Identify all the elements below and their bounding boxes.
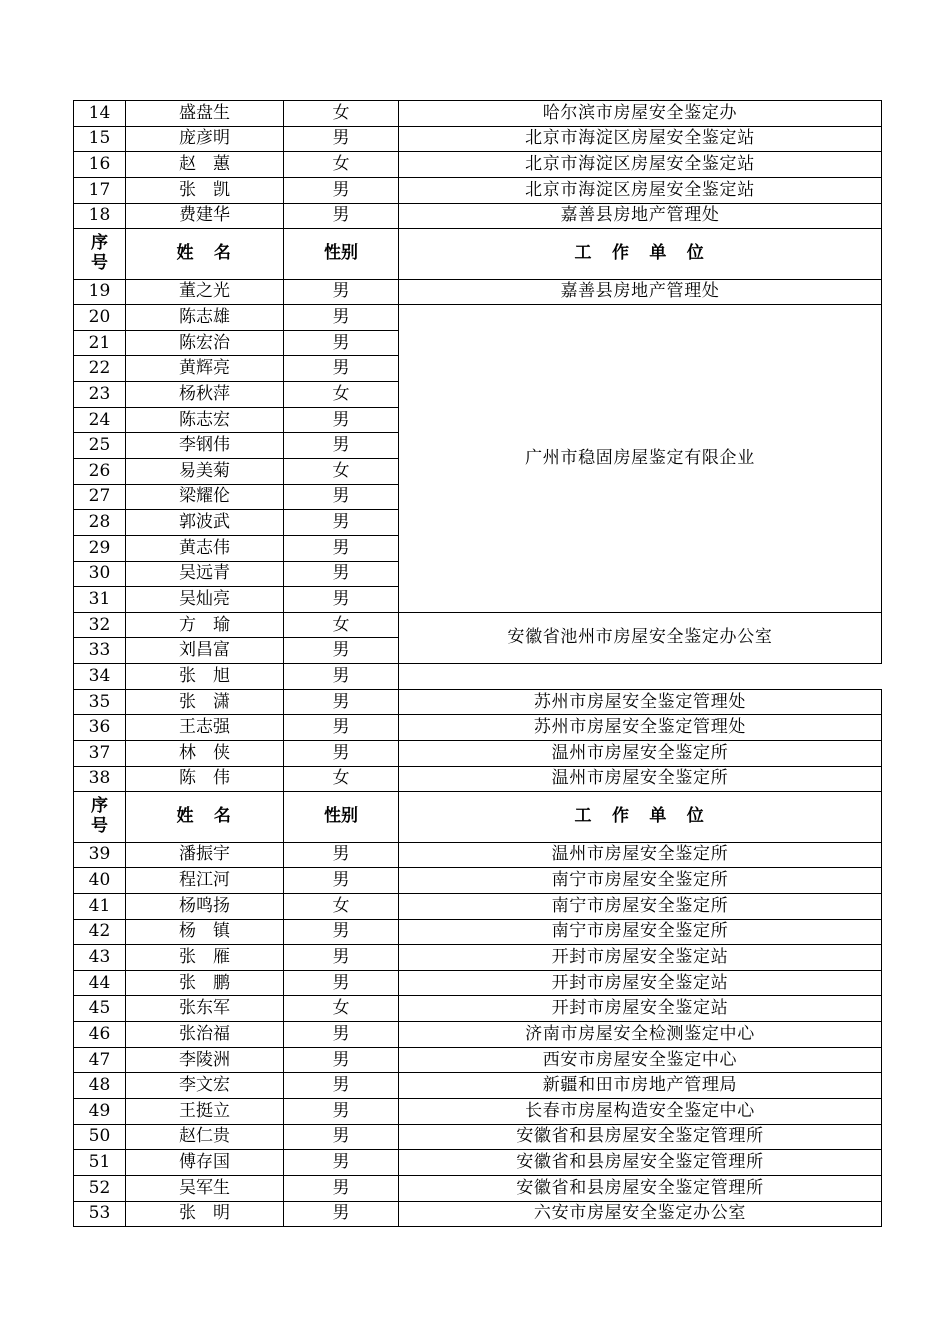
person-gender: 女 <box>284 766 399 792</box>
work-unit: 北京市海淀区房屋安全鉴定站 <box>399 152 882 178</box>
row-number: 51 <box>74 1150 126 1176</box>
table-row <box>74 689 882 715</box>
person-gender: 女 <box>284 382 399 408</box>
header-name: 姓 名 <box>126 792 284 842</box>
person-name: 杨鸣扬 <box>126 893 284 919</box>
person-gender: 男 <box>284 203 399 229</box>
row-number: 32 <box>74 612 126 638</box>
person-name: 张 雁 <box>126 945 284 971</box>
person-gender: 男 <box>284 587 399 613</box>
row-number: 48 <box>74 1073 126 1099</box>
table-row <box>74 868 882 894</box>
row-number: 19 <box>74 279 126 305</box>
header-unit: 工 作 单 位 <box>399 792 882 842</box>
person-gender: 男 <box>284 1022 399 1048</box>
person-name: 李陵洲 <box>126 1047 284 1073</box>
work-unit: 六安市房屋安全鉴定办公室 <box>399 1201 882 1227</box>
person-gender: 男 <box>284 1175 399 1201</box>
row-number: 15 <box>74 126 126 152</box>
table-row <box>74 945 882 971</box>
table-row <box>74 612 882 638</box>
person-name: 黄辉亮 <box>126 356 284 382</box>
row-number: 17 <box>74 177 126 203</box>
person-gender: 男 <box>284 433 399 459</box>
table-row <box>74 996 882 1022</box>
person-gender: 男 <box>284 126 399 152</box>
header-seq: 序 号 <box>74 792 126 842</box>
table-row <box>74 203 882 229</box>
table-row <box>74 919 882 945</box>
person-name: 陈志宏 <box>126 407 284 433</box>
table-row <box>74 1073 882 1099</box>
personnel-table <box>73 100 882 1227</box>
person-name: 张东军 <box>126 996 284 1022</box>
work-unit: 济南市房屋安全检测鉴定中心 <box>399 1022 882 1048</box>
person-name: 杨秋萍 <box>126 382 284 408</box>
row-number: 18 <box>74 203 126 229</box>
person-name: 陈志雄 <box>126 305 284 331</box>
person-gender: 男 <box>284 407 399 433</box>
person-gender: 男 <box>284 1047 399 1073</box>
row-number: 35 <box>74 689 126 715</box>
work-unit: 南宁市房屋安全鉴定所 <box>399 893 882 919</box>
header-gender: 性别 <box>284 229 399 279</box>
work-unit: 安徽省和县房屋安全鉴定管理所 <box>399 1124 882 1150</box>
person-gender: 男 <box>284 484 399 510</box>
work-unit: 苏州市房屋安全鉴定管理处 <box>399 689 882 715</box>
work-unit: 新疆和田市房地产管理局 <box>399 1073 882 1099</box>
table-row <box>74 766 882 792</box>
person-name: 梁耀伦 <box>126 484 284 510</box>
row-number: 49 <box>74 1099 126 1125</box>
person-gender: 男 <box>284 868 399 894</box>
row-number: 16 <box>74 152 126 178</box>
person-gender: 男 <box>284 919 399 945</box>
person-name: 杨 镇 <box>126 919 284 945</box>
table-header-row <box>74 792 882 842</box>
person-gender: 女 <box>284 101 399 127</box>
table-row <box>74 1124 882 1150</box>
person-gender: 男 <box>284 356 399 382</box>
row-number: 29 <box>74 535 126 561</box>
table-row <box>74 305 882 331</box>
table-row <box>74 152 882 178</box>
person-gender: 男 <box>284 664 399 690</box>
work-unit: 开封市房屋安全鉴定站 <box>399 970 882 996</box>
person-gender: 男 <box>284 279 399 305</box>
person-gender: 男 <box>284 330 399 356</box>
row-number: 22 <box>74 356 126 382</box>
header-unit: 工 作 单 位 <box>399 229 882 279</box>
work-unit: 开封市房屋安全鉴定站 <box>399 996 882 1022</box>
person-gender: 男 <box>284 1073 399 1099</box>
person-gender: 女 <box>284 996 399 1022</box>
person-name: 王挺立 <box>126 1099 284 1125</box>
person-name: 吴军生 <box>126 1175 284 1201</box>
person-gender: 男 <box>284 715 399 741</box>
table-row <box>74 715 882 741</box>
person-gender: 男 <box>284 689 399 715</box>
person-gender: 女 <box>284 612 399 638</box>
row-number: 21 <box>74 330 126 356</box>
work-unit: 嘉善县房地产管理处 <box>399 279 882 305</box>
person-name: 刘昌富 <box>126 638 284 664</box>
work-unit: 北京市海淀区房屋安全鉴定站 <box>399 177 882 203</box>
person-name: 张 旭 <box>126 664 284 690</box>
personnel-table-body <box>74 101 882 1227</box>
row-number: 53 <box>74 1201 126 1227</box>
row-number: 38 <box>74 766 126 792</box>
person-gender: 男 <box>284 842 399 868</box>
person-gender: 男 <box>284 741 399 767</box>
work-unit: 温州市房屋安全鉴定所 <box>399 842 882 868</box>
row-number: 26 <box>74 458 126 484</box>
table-row <box>74 177 882 203</box>
table-row <box>74 279 882 305</box>
person-gender: 男 <box>284 561 399 587</box>
work-unit: 嘉善县房地产管理处 <box>399 203 882 229</box>
row-number: 34 <box>74 664 126 690</box>
table-row <box>74 1150 882 1176</box>
row-number: 47 <box>74 1047 126 1073</box>
table-row <box>74 664 882 690</box>
person-name: 方 瑜 <box>126 612 284 638</box>
row-number: 23 <box>74 382 126 408</box>
person-gender: 女 <box>284 458 399 484</box>
work-unit: 温州市房屋安全鉴定所 <box>399 741 882 767</box>
work-unit: 长春市房屋构造安全鉴定中心 <box>399 1099 882 1125</box>
work-unit: 南宁市房屋安全鉴定所 <box>399 868 882 894</box>
row-number: 31 <box>74 587 126 613</box>
table-row <box>74 126 882 152</box>
person-name: 吴灿亮 <box>126 587 284 613</box>
person-name: 易美菊 <box>126 458 284 484</box>
person-name: 吴远青 <box>126 561 284 587</box>
row-number: 25 <box>74 433 126 459</box>
row-number: 28 <box>74 510 126 536</box>
work-unit: 北京市海淀区房屋安全鉴定站 <box>399 126 882 152</box>
table-row <box>74 101 882 127</box>
work-unit: 安徽省池州市房屋安全鉴定办公室 <box>399 612 882 663</box>
row-number: 41 <box>74 893 126 919</box>
person-name: 庞彦明 <box>126 126 284 152</box>
table-row <box>74 842 882 868</box>
row-number: 20 <box>74 305 126 331</box>
person-name: 潘振宇 <box>126 842 284 868</box>
person-name: 郭波武 <box>126 510 284 536</box>
person-name: 林 侠 <box>126 741 284 767</box>
person-gender: 男 <box>284 1099 399 1125</box>
person-name: 张 凯 <box>126 177 284 203</box>
person-gender: 男 <box>284 510 399 536</box>
person-name: 张治福 <box>126 1022 284 1048</box>
row-number: 50 <box>74 1124 126 1150</box>
person-gender: 女 <box>284 152 399 178</box>
table-row <box>74 1099 882 1125</box>
person-gender: 男 <box>284 177 399 203</box>
header-gender: 性别 <box>284 792 399 842</box>
work-unit: 安徽省和县房屋安全鉴定管理所 <box>399 1150 882 1176</box>
table-row <box>74 741 882 767</box>
person-name: 张 鹏 <box>126 970 284 996</box>
person-name: 费建华 <box>126 203 284 229</box>
row-number: 36 <box>74 715 126 741</box>
person-gender: 男 <box>284 1201 399 1227</box>
header-name: 姓 名 <box>126 229 284 279</box>
table-row <box>74 1201 882 1227</box>
work-unit-empty <box>399 664 882 690</box>
person-gender: 男 <box>284 535 399 561</box>
work-unit: 西安市房屋安全鉴定中心 <box>399 1047 882 1073</box>
person-gender: 男 <box>284 945 399 971</box>
work-unit: 安徽省和县房屋安全鉴定管理所 <box>399 1175 882 1201</box>
row-number: 52 <box>74 1175 126 1201</box>
person-name: 张 明 <box>126 1201 284 1227</box>
row-number: 44 <box>74 970 126 996</box>
person-gender: 男 <box>284 1124 399 1150</box>
row-number: 40 <box>74 868 126 894</box>
row-number: 27 <box>74 484 126 510</box>
work-unit: 苏州市房屋安全鉴定管理处 <box>399 715 882 741</box>
table-header-row <box>74 229 882 279</box>
person-gender: 男 <box>284 970 399 996</box>
person-gender: 男 <box>284 305 399 331</box>
row-number: 42 <box>74 919 126 945</box>
table-row <box>74 1022 882 1048</box>
row-number: 14 <box>74 101 126 127</box>
table-row <box>74 1175 882 1201</box>
person-name: 盛盘生 <box>126 101 284 127</box>
header-seq: 序 号 <box>74 229 126 279</box>
row-number: 45 <box>74 996 126 1022</box>
person-gender: 女 <box>284 893 399 919</box>
person-name: 李钢伟 <box>126 433 284 459</box>
work-unit: 南宁市房屋安全鉴定所 <box>399 919 882 945</box>
row-number: 39 <box>74 842 126 868</box>
person-name: 董之光 <box>126 279 284 305</box>
row-number: 24 <box>74 407 126 433</box>
person-name: 赵 蕙 <box>126 152 284 178</box>
row-number: 30 <box>74 561 126 587</box>
row-number: 37 <box>74 741 126 767</box>
table-row <box>74 970 882 996</box>
person-gender: 男 <box>284 638 399 664</box>
person-name: 李文宏 <box>126 1073 284 1099</box>
work-unit: 广州市稳固房屋鉴定有限企业 <box>399 305 882 613</box>
person-name: 陈 伟 <box>126 766 284 792</box>
person-name: 王志强 <box>126 715 284 741</box>
row-number: 46 <box>74 1022 126 1048</box>
table-row <box>74 893 882 919</box>
person-name: 张 潇 <box>126 689 284 715</box>
row-number: 33 <box>74 638 126 664</box>
person-name: 程江河 <box>126 868 284 894</box>
table-row <box>74 1047 882 1073</box>
work-unit: 温州市房屋安全鉴定所 <box>399 766 882 792</box>
work-unit: 哈尔滨市房屋安全鉴定办 <box>399 101 882 127</box>
work-unit: 开封市房屋安全鉴定站 <box>399 945 882 971</box>
person-name: 傅存国 <box>126 1150 284 1176</box>
row-number: 43 <box>74 945 126 971</box>
person-name: 赵仁贵 <box>126 1124 284 1150</box>
person-name: 陈宏治 <box>126 330 284 356</box>
person-name: 黄志伟 <box>126 535 284 561</box>
person-gender: 男 <box>284 1150 399 1176</box>
